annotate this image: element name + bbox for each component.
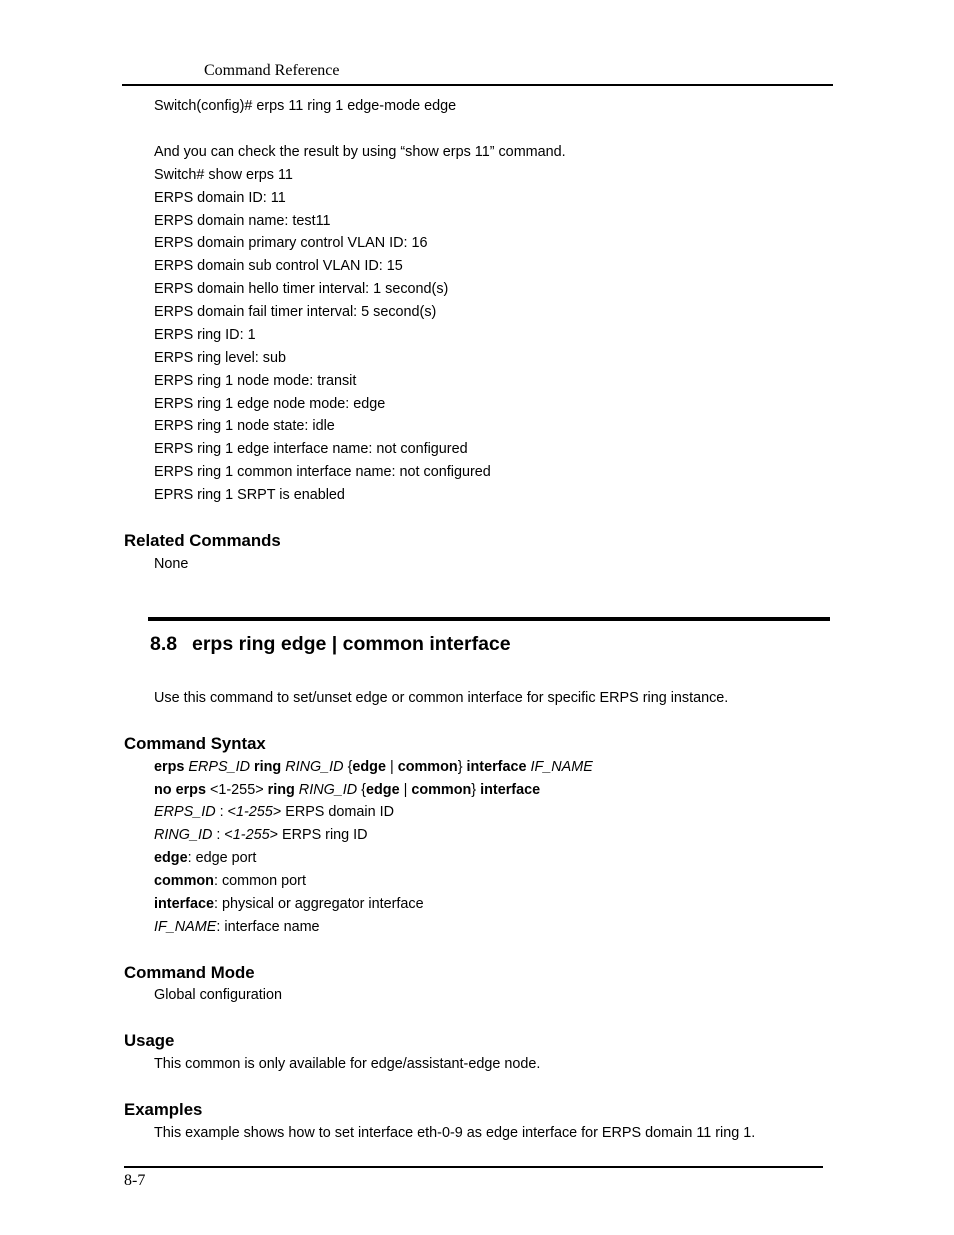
param-line <box>154 895 424 913</box>
output-line: ERPS ring ID: 1 <box>154 327 256 343</box>
related-commands-body: None <box>154 556 189 572</box>
param-name: interface <box>154 896 214 912</box>
syntax-brace: } <box>471 782 477 798</box>
param-desc: : edge port <box>187 850 257 866</box>
keyword: ring <box>254 759 282 775</box>
output-line: ERPS ring level: sub <box>154 350 286 366</box>
syntax-pipe: | <box>389 759 394 775</box>
section-rule <box>148 617 830 621</box>
param: RING_ID <box>285 759 344 775</box>
param-name: common <box>154 873 214 889</box>
param-name: edge <box>154 850 188 866</box>
example-command: Switch(config)# erps 11 ring 1 edge-mode edge <box>154 98 457 114</box>
output-line: ERPS domain ID: 11 <box>154 190 286 206</box>
output-line: ERPS ring 1 node state: idle <box>154 418 335 434</box>
output-line: ERPS domain name: test11 <box>154 213 331 229</box>
param-line <box>154 826 368 844</box>
keyword: common <box>411 782 472 798</box>
param-line <box>154 918 320 936</box>
section-number: 8.8 <box>150 633 178 655</box>
param-name: ERPS_ID <box>154 804 216 820</box>
syntax-line <box>154 758 593 776</box>
keyword: no erps <box>154 782 206 798</box>
param-desc: : common port <box>213 873 306 889</box>
param-name: IF_NAME <box>154 919 217 935</box>
check-note: And you can check the result by using “show erps 11” command. <box>154 144 566 160</box>
output-line: ERPS ring 1 node mode: transit <box>154 373 357 389</box>
keyword: interface <box>480 782 541 798</box>
param-line <box>154 849 256 867</box>
syntax-range: <1-255> <box>209 782 264 798</box>
param-desc: : physical or aggregator interface <box>214 896 424 912</box>
param-range: 1-255 <box>232 827 270 843</box>
syntax-line <box>154 781 540 799</box>
param: RING_ID <box>298 782 358 798</box>
header-rule <box>122 84 833 86</box>
examples-heading: Examples <box>124 1100 203 1119</box>
param-desc: > ERPS ring ID <box>269 827 368 843</box>
command-mode-body: Global configuration <box>154 987 282 1003</box>
page-number: 8-7 <box>124 1172 146 1189</box>
output-line: EPRS ring 1 SRPT is enabled <box>154 487 345 503</box>
output-line: ERPS ring 1 edge interface name: not configured <box>154 441 468 457</box>
param-sep: : < <box>212 827 233 843</box>
keyword: edge <box>352 759 386 775</box>
section-description: Use this command to set/unset edge or common interface for specific ERPS ring instance. <box>154 690 729 706</box>
output-line: ERPS domain sub control VLAN ID: 15 <box>154 258 403 274</box>
section-title-text: erps ring edge | common interface <box>192 633 511 655</box>
running-header: Command Reference <box>204 62 340 79</box>
examples-body: This example shows how to set interface eth-0-9 as edge interface for ERPS domain 11 ring 1. <box>154 1125 756 1141</box>
syntax-brace: { <box>347 759 353 775</box>
param-line <box>154 803 394 821</box>
syntax-brace: } <box>457 759 463 775</box>
output-line: ERPS ring 1 common interface name: not configured <box>154 464 491 480</box>
footer-rule <box>124 1166 823 1168</box>
syntax-brace: { <box>361 782 366 798</box>
param: IF_NAME <box>530 759 593 775</box>
related-commands-heading: Related Commands <box>124 531 281 550</box>
command-mode-heading: Command Mode <box>124 963 255 982</box>
keyword: erps <box>154 759 185 775</box>
param: ERPS_ID <box>188 759 250 775</box>
output-line: ERPS domain fail timer interval: 5 second(s) <box>154 304 437 320</box>
keyword: edge <box>365 782 400 798</box>
usage-heading: Usage <box>124 1031 175 1050</box>
output-line: ERPS ring 1 edge node mode: edge <box>154 396 386 412</box>
usage-body: This common is only available for edge/assistant-edge node. <box>154 1056 541 1072</box>
keyword: interface <box>466 759 527 775</box>
syntax-pipe: | <box>403 782 408 798</box>
keyword: ring <box>267 782 295 798</box>
param-line <box>154 872 306 890</box>
param-name: RING_ID <box>154 827 213 843</box>
param-range: 1-255 <box>236 804 273 820</box>
command-syntax-heading: Command Syntax <box>124 734 266 753</box>
param-desc: : interface name <box>216 919 320 935</box>
param-sep: : < <box>215 804 236 820</box>
output-line: ERPS domain primary control VLAN ID: 16 <box>154 235 428 251</box>
output-line: ERPS domain hello timer interval: 1 second(s) <box>154 281 449 297</box>
keyword: common <box>397 759 458 775</box>
section-title <box>150 633 511 656</box>
output-line: Switch# show erps 11 <box>154 167 293 183</box>
param-desc: > ERPS domain ID <box>272 804 394 820</box>
